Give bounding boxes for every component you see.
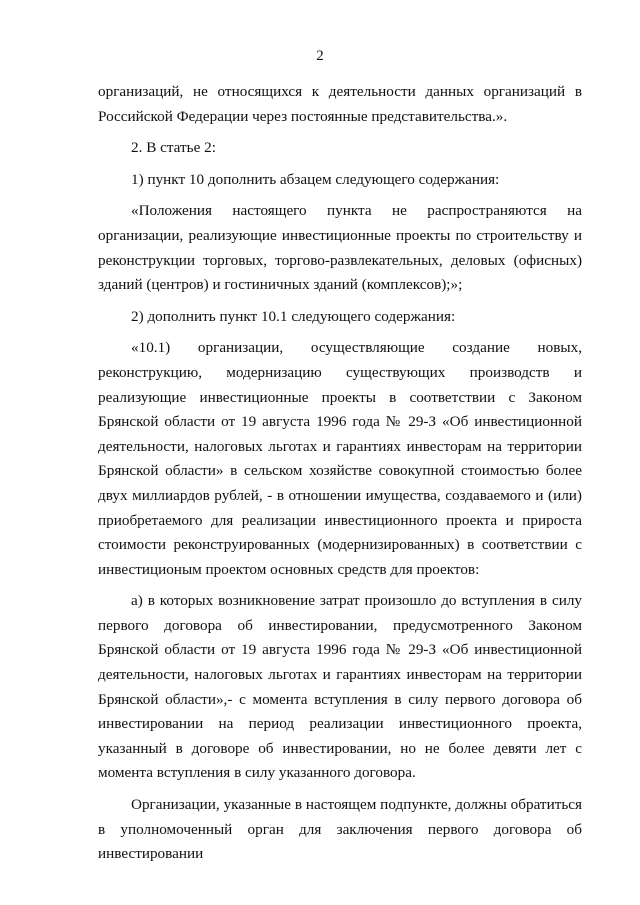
paragraph-point-10-1: «10.1) организации, осуществляющие создание новых, реконструкцию, модернизацию существующих производств и реализующие инвестиционные проекты в соответствии с Законом Брянской области от 19 августа 1996 года № 29-З «Об инвестиционной деятельности, налоговых льготах и гарантиях инвесторам на территории Брянской области» в сельском хозяйстве совокупной стоимостью более двух миллиардов рублей, - в отношении имущества, создаваемого и (или) приобретаемого для реализации инвестиционного проекта и прироста стоимости реконструированных (модернизированных) в соответствии с инвестиционым проектом основных средств для проектов:: [98, 339, 582, 578]
paragraph-item-1: 1) пункт 10 дополнить абзацем следующего содержания:: [131, 170, 500, 188]
paragraph-article-2: 2. В статье 2:: [131, 139, 216, 157]
paragraph-organizations: Организации, указанные в настоящем подпункте, должны обратиться в уполномоченный орган для заключения первого договора об инвестировании: [98, 796, 582, 863]
paragraph-quote-point-10: «Положения настоящего пункта не распространяются на организации, реализующие инвестиционные проекты по строительству и реконструкции торговых, торгово-развлекательных, деловых (офисных) зданий (центров) и гостиничных зданий (комплексов);»;: [98, 202, 582, 294]
paragraph-continuation: организаций, не относящихся к деятельности данных организаций в Российской Федерации через постоянные представительства.».: [98, 83, 582, 125]
page-number: 2: [316, 48, 324, 64]
paragraph-item-2: 2) дополнить пункт 10.1 следующего содержания:: [131, 307, 456, 325]
paragraph-subitem-a: а) в которых возникновение затрат произошло до вступления в силу первого договора об инвестировании, предусмотренного Законом Брянской области от 19 августа 1996 года № 29-З «Об инвестиционной деятельности, налоговых льготах и гарантиях инвесторам на территории Брянской области»,- с момента вступления в силу первого договора об инвестировании на период реализации инвестиционного проекта, указанный в договоре об инвестировании, но не более девяти лет с момента вступления в силу указанного договора.: [98, 592, 582, 782]
document-body: [98, 80, 582, 867]
